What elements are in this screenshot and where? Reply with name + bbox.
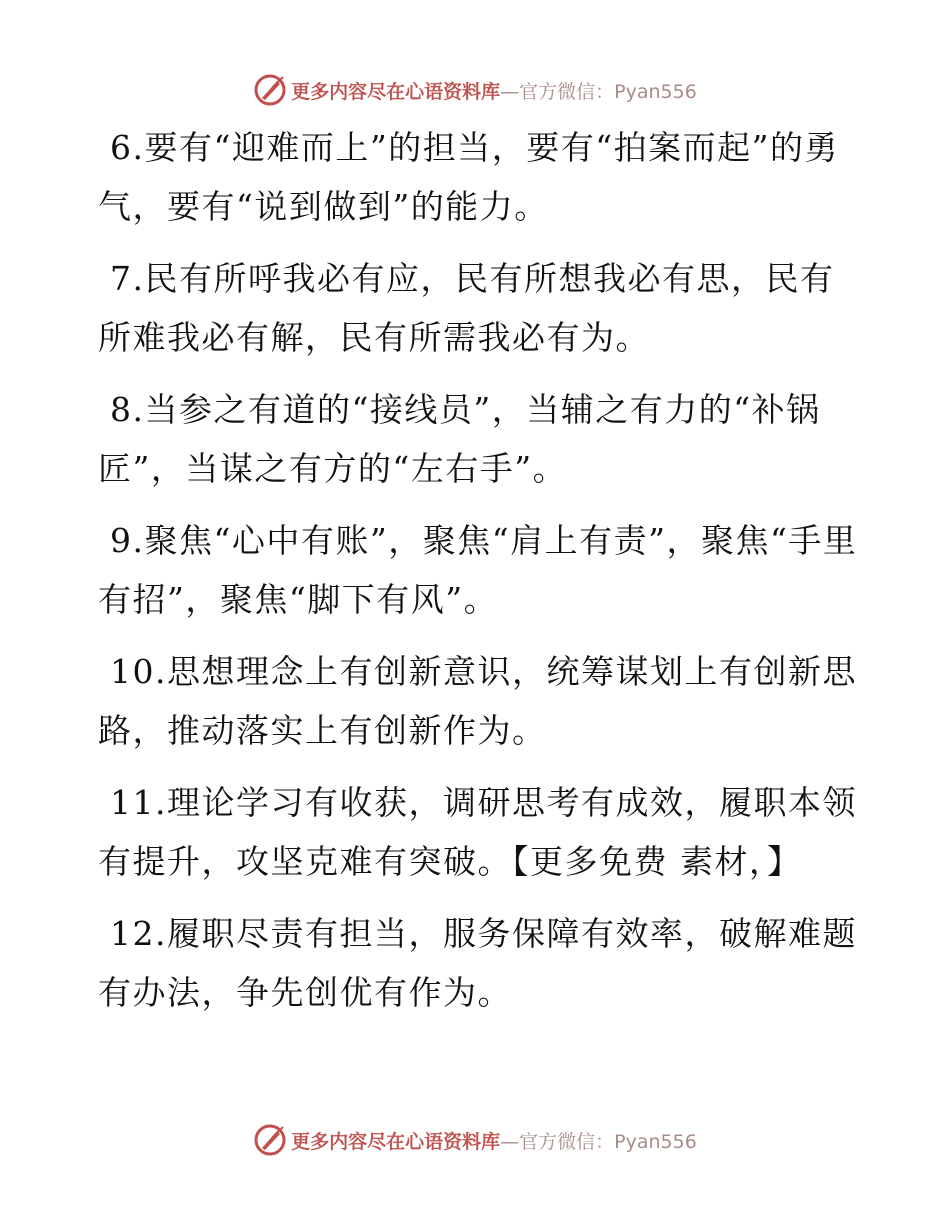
footer-banner-wechat: —官方微信：Pyan556: [500, 1130, 697, 1153]
list-item: 6.要有“迎难而上”的担当，要有“拍案而起”的勇气，要有“说到做到”的能力。: [98, 128, 839, 226]
quill-seal-icon: [253, 73, 287, 107]
list-item: 11.理论学习有收获，调研思考有成效，履职本领有提升，攻坚克难有突破。【更多免费 素材，】: [98, 783, 857, 881]
footer-banner: [0, 1118, 950, 1162]
list-item: 10.思想理念上有创新意识，统筹谋划上有创新思路，推动落实上有创新作为。: [98, 652, 857, 750]
list-item: 8.当参之有道的“接线员”，当辅之有力的“补锅匠”，当谋之有方的“左右手”。: [98, 390, 821, 488]
document-body: [98, 118, 858, 1035]
header-banner-text: [291, 77, 697, 104]
list-item: 7.民有所呼我必有应，民有所想我必有思，民有所难我必有解，民有所需我必有为。: [98, 259, 835, 357]
footer-banner-title: 更多内容尽在心语资料库: [291, 1130, 501, 1153]
header-banner: [0, 68, 950, 112]
footer-banner-text: [291, 1127, 697, 1154]
quill-seal-icon: [253, 1123, 287, 1157]
header-banner-wechat: —官方微信：Pyan556: [500, 80, 697, 103]
list-item: 9.聚焦“心中有账”，聚焦“肩上有责”，聚焦“手里有招”，聚焦“脚下有风”。: [98, 521, 858, 619]
header-banner-title: 更多内容尽在心语资料库: [291, 80, 501, 103]
list-item: 12.履职尽责有担当，服务保障有效率，破解难题有办法，争先创优有作为。: [98, 914, 857, 1012]
